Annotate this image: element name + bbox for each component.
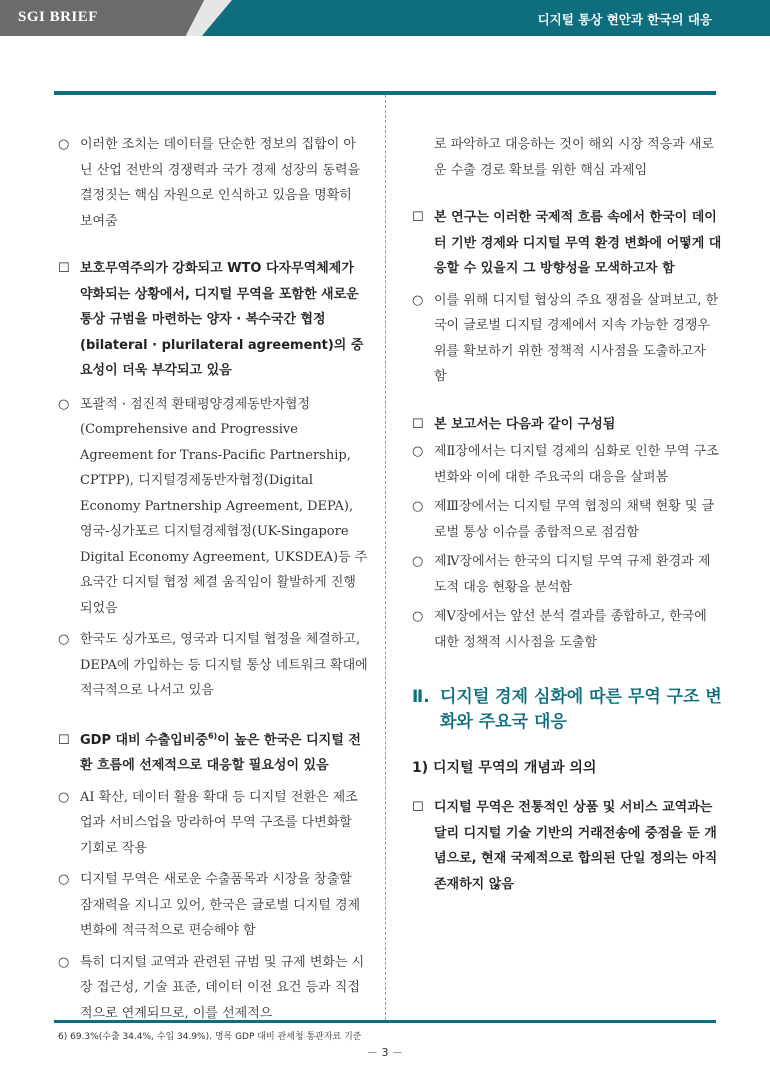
paragraph-l1: [58, 132, 368, 234]
square-bullet: ☐: [58, 261, 70, 276]
paragraph-l4: [58, 627, 368, 704]
paragraph-text: 본 보고서는 다음과 같이 구성됨: [434, 416, 616, 432]
paragraph-r5: [412, 439, 722, 490]
footnote-ref[interactable]: 6): [207, 731, 218, 741]
paragraph-r2: [412, 205, 722, 282]
paragraph-text: 제Ⅴ장에서는 앞선 분석 결과를 종합하고, 한국에 대한 정책적 시사점을 도출함: [434, 609, 707, 650]
circle-bullet: ○: [58, 872, 70, 887]
paragraph-text-before: GDP 대비 수출입비중: [80, 732, 208, 748]
paragraph-l6: [58, 785, 368, 862]
square-bullet: ☐: [58, 732, 70, 748]
column-divider: [385, 95, 387, 1020]
paragraph-l2: [58, 256, 368, 384]
circle-bullet: ○: [412, 292, 424, 308]
circle-bullet: ○: [412, 444, 424, 459]
circle-bullet: ○: [58, 789, 70, 805]
paragraph-text: 이를 위해 디지털 협상의 주요 쟁점을 살펴보고, 한국이 글로벌 디지털 경제에서 지속 가능한 경쟁우위를 확보하기 위한 정책적 시사점을 도출하고자 함: [434, 292, 719, 384]
circle-bullet: ○: [58, 396, 70, 412]
footnote: 6) 69.3%(수출 34.4%, 수입 34.9%). 명목 GDP 대비 관세청 통관자료 기준: [58, 1032, 362, 1042]
right-column: [412, 132, 722, 897]
paragraph-r4: [412, 412, 722, 438]
subsection-heading: 1) 디지털 무역의 개념과 의의: [412, 760, 597, 776]
paragraph-text: 한국도 싱가포르, 영국과 디지털 협정을 체결하고, DEPA에 가입하는 등 디지털 통상 네트워크 확대에 적극적으로 나서고 있음: [80, 632, 368, 698]
paragraph-l7: [58, 867, 368, 944]
header-bar: [0, 0, 770, 36]
paragraph-l8: [58, 950, 368, 1027]
paragraph-r1: [412, 132, 722, 183]
paragraph-text: 보호무역주의가 강화되고 WTO 다자무역체제가 약화되는 상황에서, 디지털 무역을 포함한 새로운 통상 규범을 마련하는 양자 · 복수국간 협정(bilateral · plurilateral agreement)의 중요성이 더욱 부각되고 있음: [80, 261, 364, 378]
square-bullet: ☐: [412, 210, 424, 225]
circle-bullet: ○: [58, 954, 70, 970]
paragraph-text: 로 파악하고 대응하는 것이 해외 시장 적응과 새로운 수출 경로 확보를 위한 핵심 과제임: [434, 137, 715, 178]
square-bullet: ☐: [412, 800, 424, 815]
header-title: 디지털 통상 현안과 한국의 대응: [537, 12, 712, 27]
paragraph-r7: [412, 549, 722, 600]
left-column: [58, 132, 368, 1026]
bottom-rule: [54, 1020, 716, 1023]
paragraph-text: 본 연구는 이러한 국제적 흐름 속에서 한국이 데이터 기반 경제와 디지털 무역 환경 변화에 어떻게 대응할 수 있을지 그 방향성을 모색하고자 함: [434, 210, 722, 276]
circle-bullet: ○: [412, 554, 424, 569]
paragraph-text: 제Ⅱ장에서는 디지털 경제의 심화로 인한 무역 구조 변화와 이에 대한 주요국의 대응을 살펴봄: [434, 444, 719, 485]
circle-bullet: ○: [58, 137, 70, 152]
paragraph-text: 특히 디지털 교역과 관련된 규범 및 규제 변화는 시장 접근성, 기술 표준, 데이터 이전 요건 등과 직접적으로 연계되므로, 이를 선제적으: [80, 954, 365, 1021]
paragraph-text: 이러한 조치는 데이터를 단순한 정보의 집합이 아닌 산업 전반의 경쟁력과 국가 경제 성장의 동력을 결정짓는 핵심 자원으로 인식하고 있음을 명확히 보여줌: [80, 137, 361, 229]
paragraph-text: AI 확산, 데이터 활용 확대 등 디지털 전환은 제조업과 서비스업을 망라하여 무역 구조를 다변화할 기회로 작용: [80, 789, 358, 856]
section-heading: [412, 685, 722, 735]
paragraph-text: 포괄적 · 점진적 환태평양경제동반자협정(Comprehensive and Progressive Agreement for Trans-Pacific Partnership, CPTPP), 디지털경제동반자협정(Digital Economy Partnership Agreement, DEPA), 영국-싱가포르 디지털경제협정(UK-Singapore Digital Economy Agreement, UKSDEA)등 주요국간 디지털 협정 체결 움직임이 활발하게 진행되었음: [80, 396, 368, 616]
circle-bullet: ○: [58, 632, 70, 647]
paragraph-r8: [412, 604, 722, 655]
paragraph-r3: [412, 288, 722, 390]
square-bullet: ☐: [412, 416, 424, 432]
brand-label: SGI BRIEF: [18, 9, 98, 25]
paragraph-text: 제Ⅳ장에서는 한국의 디지털 무역 규제 환경과 제도적 대응 현황을 분석함: [434, 554, 711, 595]
paragraph-r9: [412, 795, 722, 897]
paragraph-text-after: 이 높은 한국은 디지털 전환 흐름에 선제적으로 대응할 필요성이 있음: [80, 732, 361, 773]
section-title: 디지털 경제 심화에 따른 무역 구조 변화와 주요국 대응: [440, 687, 722, 732]
page-number: － 3 －: [367, 1046, 403, 1059]
paragraph-text: 디지털 무역은 새로운 수출품목과 시장을 창출할 잠재력을 지니고 있어, 한국은 글로벌 디지털 경제 변화에 적극적으로 편승해야 함: [80, 872, 361, 938]
paragraph-r6: [412, 494, 722, 545]
circle-bullet: ○: [412, 609, 424, 624]
paragraph-text: 디지털 무역은 전통적인 상품 및 서비스 교역과는 달리 디지털 기술 기반의 거래전송에 중점을 둔 개념으로, 현재 국제적으로 합의된 단일 정의는 아직 존재하지 않음: [434, 800, 718, 892]
section-number: Ⅱ.: [412, 687, 430, 707]
circle-bullet: ○: [412, 499, 424, 514]
paragraph-l3: [58, 392, 368, 622]
paragraph-text: 제Ⅲ장에서는 디지털 무역 협정의 채택 현황 및 글로벌 통상 이슈를 종합적으로 점검함: [434, 499, 715, 540]
paragraph-l5: [58, 728, 368, 779]
